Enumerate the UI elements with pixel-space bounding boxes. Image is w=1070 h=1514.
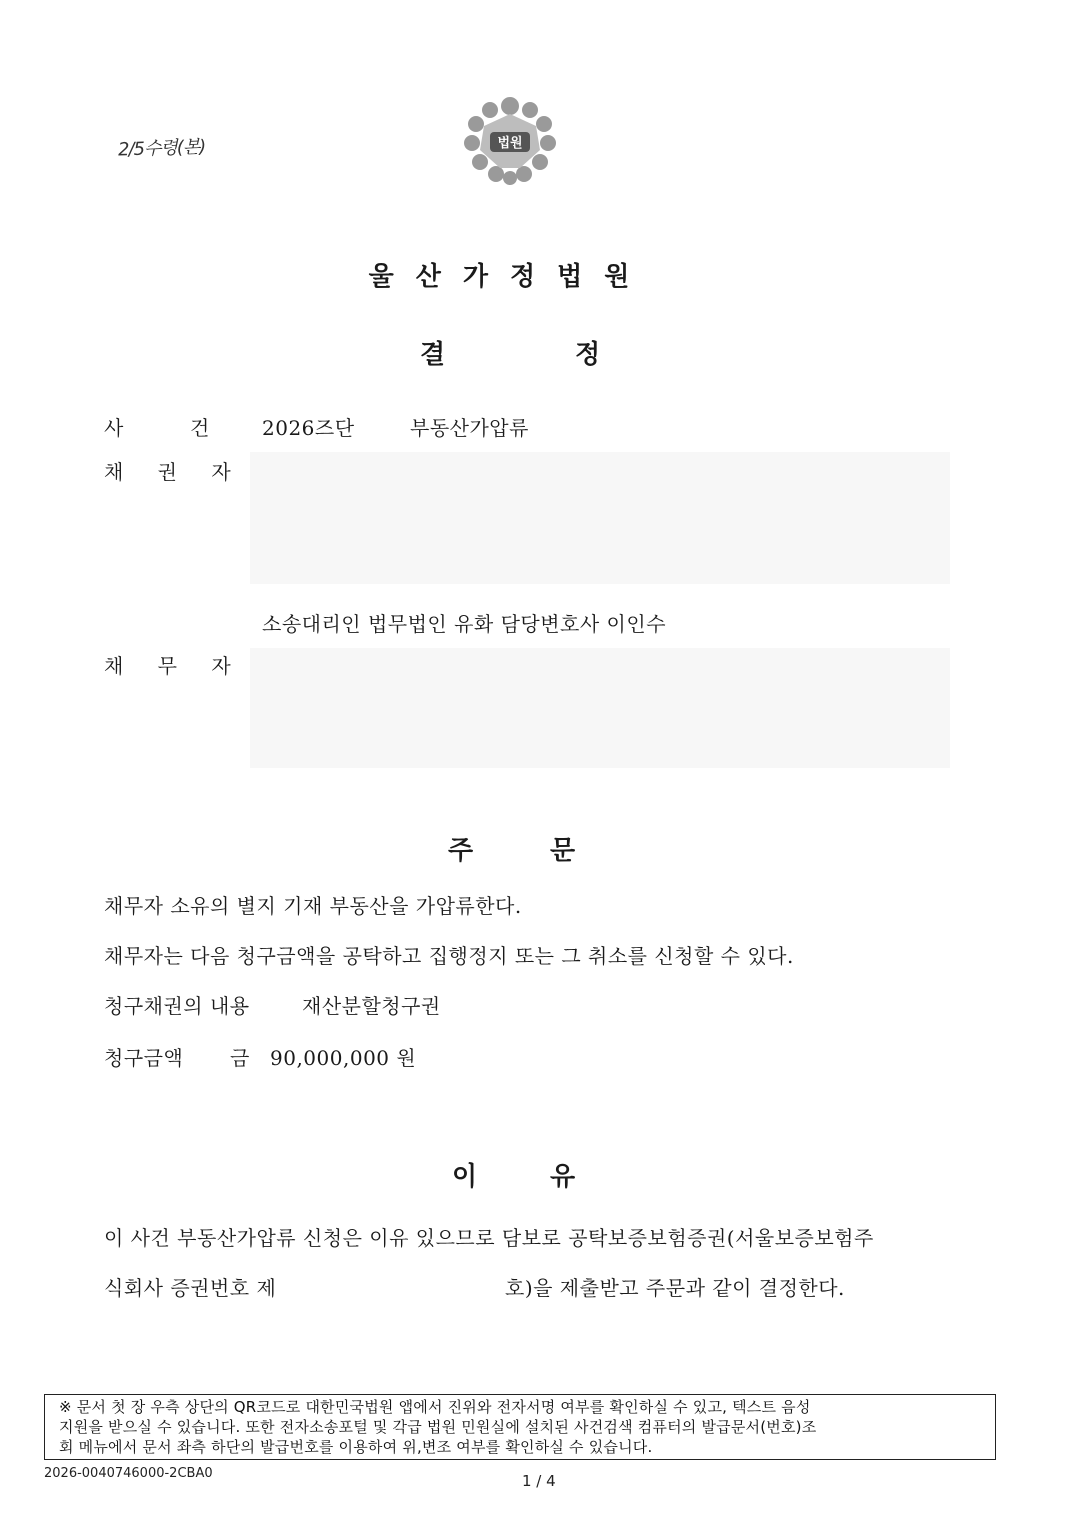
order-line-2: 채무자는 다음 청구금액을 공탁하고 집행정지 또는 그 취소를 신청할 수 있다. — [104, 944, 794, 968]
court-name: 울산가정법원 — [368, 262, 652, 292]
notice-line-2: 지원을 받으실 수 있습니다. 또한 전자소송포털 및 각급 법원 민원실에 설치된 사건검색 컴퓨터의 발급문서(번호)조 — [59, 1418, 817, 1436]
agent-line: 소송대리인 법무법인 유화 담당변호사 이인수 — [262, 612, 667, 636]
case-label-char-1: 사 — [104, 416, 124, 440]
case-name: 부동산가압류 — [410, 416, 529, 440]
creditor-label: 채 권 자 — [104, 460, 245, 484]
case-number: 2026즈단 — [262, 416, 355, 440]
handwritten-note: 2/5수령(본) — [117, 136, 206, 161]
notice-line-3: 회 메뉴에서 문서 좌측 하단의 발급번호를 이용하여 위,변조 여부를 확인하실 수 있습니다. — [59, 1438, 653, 1456]
reason-line-2b: 호)을 제출받고 주문과 같이 결정한다. — [505, 1276, 845, 1300]
claim-content-value: 재산분할청구권 — [302, 994, 441, 1018]
court-seal-icon — [460, 88, 560, 188]
claim-amount-prefix: 금 — [230, 1046, 250, 1070]
case-label-char-2: 건 — [190, 416, 210, 440]
claim-content-label: 청구채권의 내용 — [104, 994, 250, 1018]
order-heading-char-2: 문 — [550, 836, 576, 866]
issue-number: 2026-0040746000-2CBA0 — [44, 1466, 213, 1481]
notice-line-1: ※ 문서 첫 장 우측 상단의 QR코드로 대한민국법원 앱에서 진위와 전자서명 여부를 확인하실 수 있고, 텍스트 음성 — [59, 1398, 811, 1416]
order-line-1: 채무자 소유의 별지 기재 부동산을 가압류한다. — [104, 894, 522, 918]
reason-line-2a: 식회사 증권번호 제 — [104, 1276, 277, 1300]
reason-line-1: 이 사건 부동산가압류 신청은 이유 있으므로 담보로 공탁보증보험증권(서울보증보험주 — [104, 1226, 874, 1250]
order-heading-char-1: 주 — [448, 836, 474, 866]
verification-notice — [44, 1394, 996, 1460]
page-number: 1 / 4 — [522, 1472, 556, 1490]
reason-heading-char-1: 이 — [452, 1162, 478, 1192]
debtor-label: 채 무 자 — [104, 654, 245, 678]
redacted-creditor — [250, 452, 950, 584]
doc-type-char-1: 결 — [420, 340, 446, 370]
redacted-debtor — [250, 648, 950, 768]
seal-text: 법원 — [497, 136, 523, 151]
claim-amount-label: 청구금액 — [104, 1046, 184, 1070]
claim-amount-value: 90,000,000 원 — [270, 1046, 417, 1070]
reason-heading-char-2: 유 — [550, 1162, 576, 1192]
doc-type-char-2: 정 — [575, 340, 601, 370]
